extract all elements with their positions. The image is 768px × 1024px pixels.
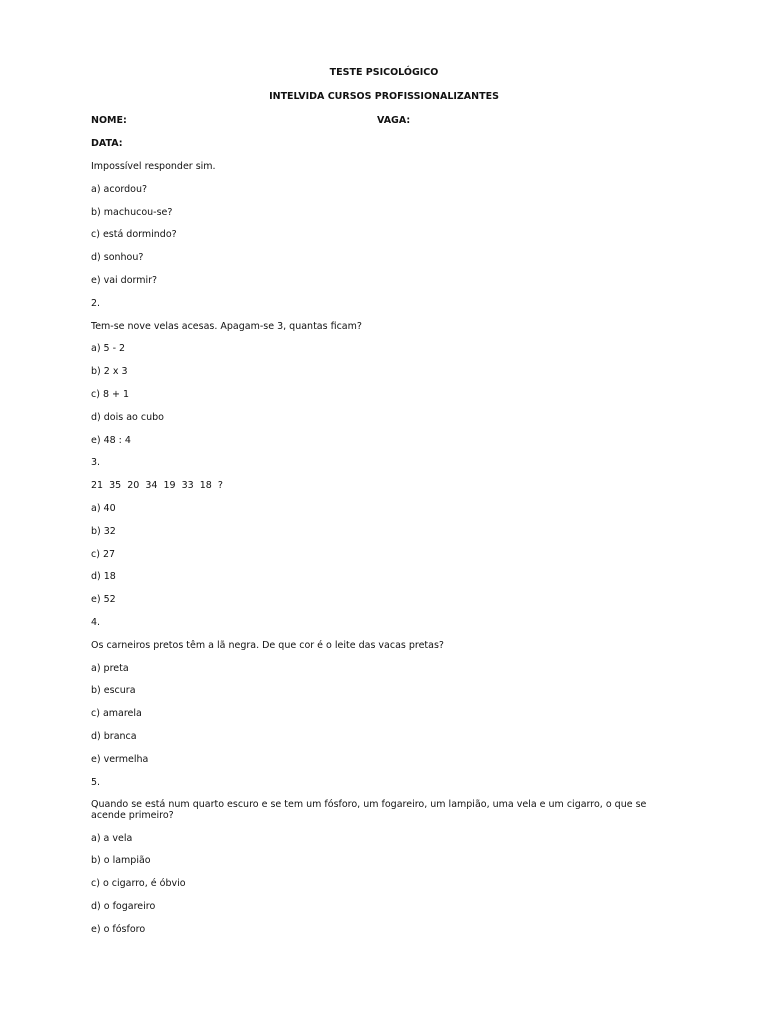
name-label: NOME:: [91, 115, 127, 126]
answer-option: c) o cigarro, é óbvio: [91, 878, 186, 890]
answer-option: e) o fósforo: [91, 923, 146, 935]
answer-option: a) preta: [91, 662, 129, 674]
answer-option: b) machucou-se?: [91, 206, 173, 218]
answer-option: c) 8 + 1: [91, 388, 130, 400]
answer-option: b) 2 x 3: [91, 366, 128, 378]
answer-option: a) acordou?: [91, 183, 148, 195]
question-number: 3.: [91, 457, 101, 469]
answer-option: e) vermelha: [91, 753, 149, 765]
date-label: DATA:: [91, 138, 123, 149]
answer-option: d) 18: [91, 571, 116, 583]
job-label: VAGA:: [377, 115, 411, 126]
answer-option: e) 48 : 4: [91, 434, 131, 446]
answer-option: c) amarela: [91, 708, 142, 720]
document-title: TESTE PSICOLÓGICO: [329, 67, 439, 78]
question-text: Os carneiros pretos têm a lã negra. De que cor é o leite das vacas pretas?: [91, 639, 444, 651]
answer-option: d) dois ao cubo: [91, 411, 164, 423]
answer-option: e) vai dormir?: [91, 274, 158, 286]
answer-option: a) 40: [91, 502, 116, 514]
question-text: Quando se está num quarto escuro e se tem um fósforo, um fogareiro, um lampião, uma vela e um cigarro, o que se acende primeiro?: [91, 799, 647, 822]
question-list: [91, 161, 677, 947]
answer-option: d) sonhou?: [91, 252, 144, 264]
answer-option: d) o fogareiro: [91, 901, 156, 912]
question-text: 21 35 20 34 19 33 18 ?: [91, 480, 223, 492]
document-subtitle: INTELVIDA CURSOS PROFISSIONALIZANTES: [269, 91, 499, 102]
answer-option: a) a vela: [91, 832, 133, 844]
question-text: Impossível responder sim.: [91, 161, 216, 172]
question-number: 5.: [91, 776, 101, 788]
answer-option: e) 52: [91, 594, 116, 606]
answer-option: c) está dormindo?: [91, 229, 177, 241]
question-number: 4.: [91, 616, 101, 628]
answer-option: d) branca: [91, 730, 137, 742]
question-text: Tem-se nove velas acesas. Apagam-se 3, quantas ficam?: [91, 320, 362, 332]
question-number: 2.: [91, 297, 101, 309]
answer-option: b) o lampião: [91, 855, 151, 867]
answer-option: b) escura: [91, 685, 136, 697]
answer-option: a) 5 - 2: [91, 343, 126, 355]
answer-option: c) 27: [91, 548, 116, 560]
answer-option: b) 32: [91, 525, 116, 537]
